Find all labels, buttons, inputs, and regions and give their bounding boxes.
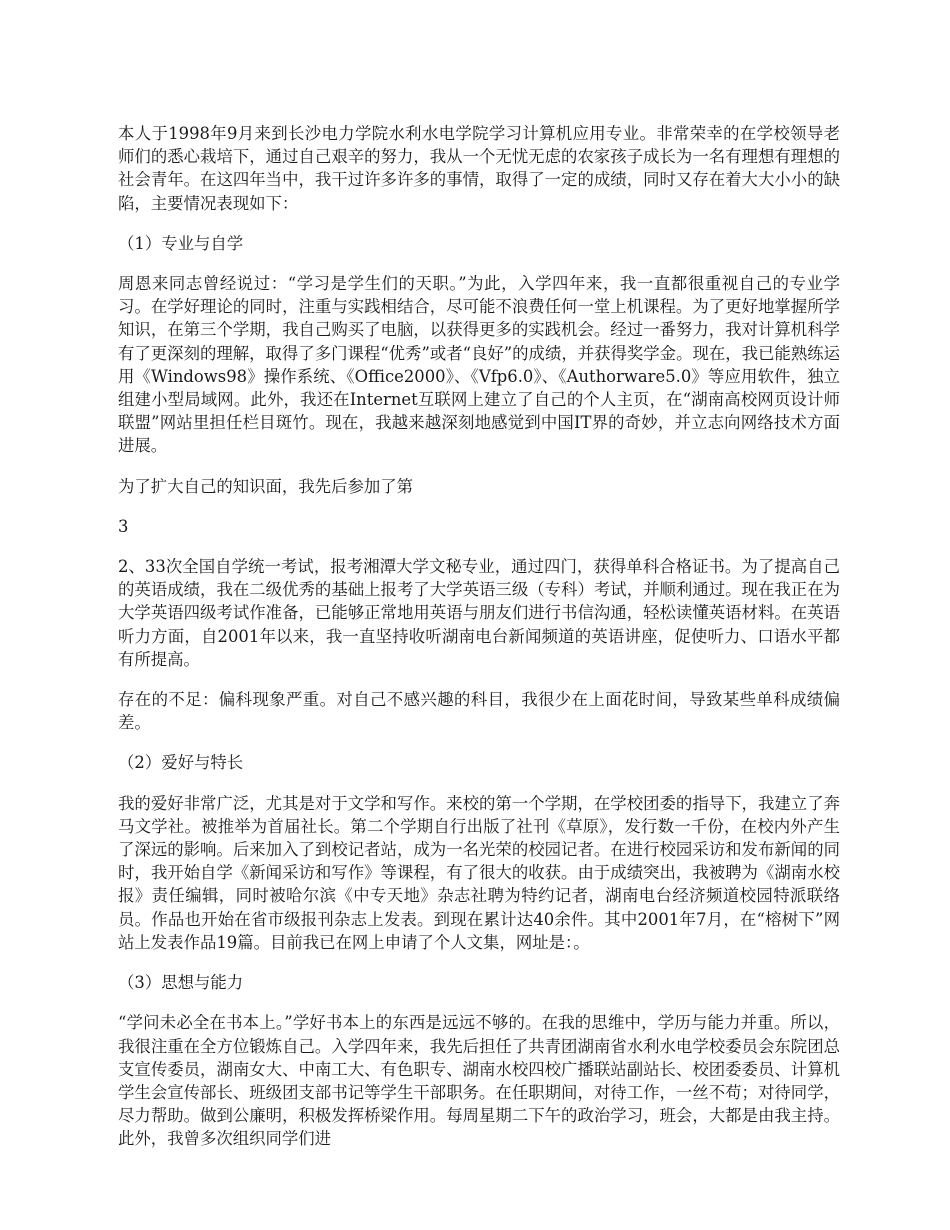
section-heading-major: （1）专业与自学 — [118, 233, 244, 253]
document-body — [118, 122, 840, 1168]
hobbies-paragraph: 我的爱好非常广泛，尤其是对于文学和写作。来校的第一个学期，在学校团委的指导下，我建立了奔马文学社。被推举为首届社长。第二个学期自行出版了社刊《草原》，发行数一千份，在校内外产生了深远的影响。后来加入了到校记者站，成为一名光荣的校园记者。在进行校园采访和发布新闻的同时，我开始自学《新闻采访和写作》等课程，有了很大的收获。由于成绩突出，我被聘为《湖南水校报》责任编辑，同时被哈尔滨《中专天地》杂志社聘为特约记者，湖南电台经济频道校园特派联络员。作品也开始在省市级报刊杂志上发表。到现在累计达40余件。其中2001年7月，在“榕树下”网站上发表作品19篇。目前我已在网上申请了个人文集，网址是：。 — [118, 793, 840, 952]
major-study-paragraph: 周恩来同志曾经说过：“学习是学生们的天职。”为此，入学四年来，我一直都很重视自己的专业学习。在学好理论的同时，注重与实践相结合，尽可能不浪费任何一堂上机课程。为了更好地掌握所学知识，在第三个学期，我自己购买了电脑，以获得更多的实践机会。经过一番努力，我对计算机科学有了更深刻的理解，取得了多门课程“优秀”或者“良好”的成绩，并获得奖学金。现在，我已能熟练运用《Windows98》操作系统、《Office2000》、《Vfp6.0》、《Authorware5.0》等应用软件，独立组建小型局域网。此外，我还在Internet互联网上建立了自己的个人主页，在“湖南高校网页设计师联盟”网站里担任栏目斑竹。现在，我越来越深刻地感觉到中国IT界的奇妙，并立志向网络技术方面进展。 — [118, 274, 840, 456]
shortcoming-paragraph: 存在的不足：偏科现象严重。对自己不感兴趣的科目，我很少在上面花时间，导致某些单科成绩偏差。 — [118, 690, 840, 733]
thought-paragraph: “学问未必全在书本上。”学好书本上的东西是远远不够的。在我的思维中，学历与能力并重。所以，我很注重在全方位锻炼自己。入学四年来，我先后担任了共青团湖南省水利水电学校委员会东院团总支宣传委员，湖南女大、中南工大、有色职专、湖南水校四校广播联站副站长、校团委委员、计算机学生会宣传部长、班级团支部书记等学生干部职务。在任职期间，对待工作，一丝不苟；对待同学，尽力帮助。做到公廉明，积极发挥桥梁作用。每周星期二下午的政治学习，班会，大都是由我主持。此外，我曾多次组织同学们进 — [118, 1013, 840, 1149]
number-fragment: 3 — [118, 516, 129, 536]
intro-paragraph: 本人于1998年9月来到长沙电力学院水利水电学院学习计算机应用专业。非常荣幸的在学校领导老师们的悉心栽培下，通过自己艰辛的努力，我从一个无忧无虑的农家孩子成长为一名有理想有理想的社会青年。在这四年当中，我干过许多许多的事情，取得了一定的成绩，同时又存在着大大小小的缺陷，主要情况表现如下： — [118, 124, 840, 213]
exam-paragraph: 2、33次全国自学统一考试，报考湘潭大学文秘专业，通过四门，获得单科合格证书。为了提高自己的英语成绩，我在二级优秀的基础上报考了大学英语三级（专科）考试，并顺利通过。现在我正在为大学英语四级考试作准备，已能够正常地用英语与朋友们进行书信沟通，轻松读懂英语材料。在英语听力方面，自2001年以来，我一直坚持收听湖南电台新闻频道的英语讲座，促使听力、口语水平都有所提高。 — [118, 557, 840, 669]
section-heading-thought: （3）思想与能力 — [118, 973, 244, 993]
section-heading-hobbies: （2）爱好与特长 — [118, 753, 244, 773]
knowledge-paragraph: 为了扩大自己的知识面，我先后参加了第 — [118, 476, 414, 496]
